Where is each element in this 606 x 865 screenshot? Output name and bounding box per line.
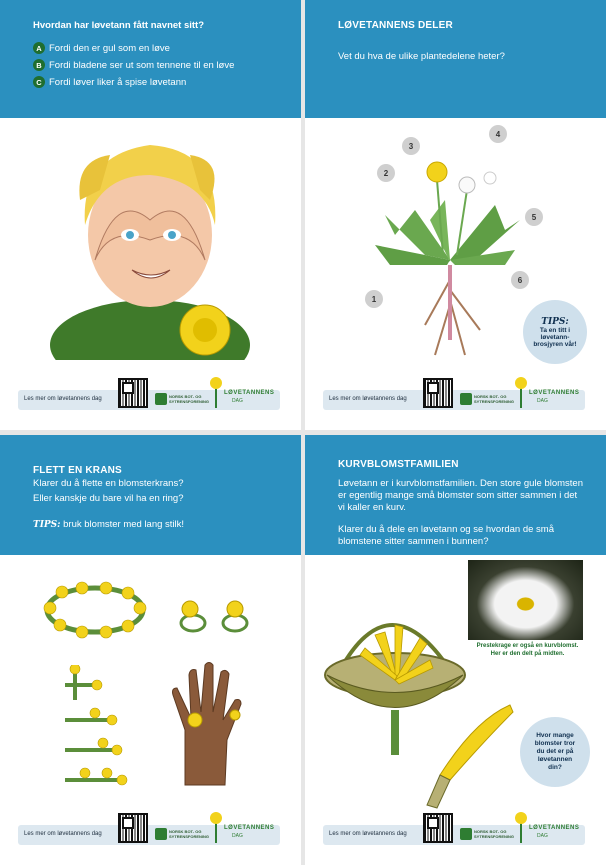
option-text: Fordi bladene ser ut som tennene til en løve: [49, 59, 235, 71]
option-badge: B: [33, 59, 45, 71]
option-c: [33, 76, 279, 88]
logo-association: NORSK BOT- OG SYTRENSFORENING: [155, 828, 195, 840]
flower-crown-illustration: [40, 580, 150, 640]
card-header: [305, 0, 606, 118]
part-number: 5: [525, 208, 543, 226]
question-bubble: Hvor mange blomster tror du det er på løvetannen din?: [520, 717, 590, 787]
option-text: Fordi løver liker å spise løvetann: [49, 76, 187, 88]
qr-code[interactable]: [118, 378, 148, 408]
braiding-steps-illustration: [55, 665, 130, 790]
part-number: 6: [511, 271, 529, 289]
qr-code[interactable]: [423, 378, 453, 408]
part-number: 3: [402, 137, 420, 155]
card-header: [0, 435, 301, 555]
logo-association: NORSK BOT- OG SYTRENSFORENING: [155, 393, 195, 405]
card-line: Eller kanskje du bare vil ha en ring?: [33, 493, 184, 504]
card-title: FLETT EN KRANS: [33, 465, 122, 476]
tips-line: TIPS: bruk blomster med lang stilk!: [33, 519, 185, 530]
logo-dandelion-day: LØVETANNENS DAG: [208, 376, 278, 408]
card-footer: [323, 825, 585, 845]
card-footer: [18, 825, 280, 845]
photo-caption: Prestekrage er også en kurvblomst. Her er den delt på midten.: [476, 643, 579, 657]
logo-association: NORSK BOT- OG SYTRENSFORENING: [460, 393, 500, 405]
card-subtitle: Vet du hva de ulike plantedelene heter?: [338, 51, 505, 62]
card-line: Klarer du å flette en blomsterkrans?: [33, 478, 184, 489]
qr-code[interactable]: [423, 813, 453, 843]
logo-dandelion-day: LØVETANNENS DAG: [513, 376, 583, 408]
option-text: Fordi den er gul som en løve: [49, 42, 170, 54]
card-paragraph: Løvetann er i kurvblomstfamilien. Den store gule blomsten er egentlig mange små blomster som sitter sammen i det vi kaller en kurv.: [338, 478, 584, 513]
part-number: 2: [377, 164, 395, 182]
card-plant-parts: [305, 0, 606, 430]
dandelion-flower: [180, 305, 230, 355]
logo-dandelion-day: LØVETANNENS DAG: [208, 811, 278, 843]
card-quiz: [0, 0, 301, 430]
logo-association: NORSK BOT- OG SYTRENSFORENING: [460, 828, 500, 840]
card-title: KURVBLOMSTFAMILIEN: [338, 459, 459, 470]
footer-label: Les mer om løvetannens dag: [24, 396, 102, 402]
card-flower-crown: [0, 435, 301, 865]
footer-label: Les mer om løvetannens dag: [24, 831, 102, 837]
question: Hvordan har løvetann fått navnet sitt?: [33, 20, 205, 31]
footer-label: Les mer om løvetannens dag: [329, 831, 407, 837]
card-paragraph: Klarer du å dele en løvetann og se hvordan de små blomstene sitter sammen i bunnen?: [338, 524, 554, 547]
flower-ring-illustration: [175, 595, 255, 635]
hand-with-ring-illustration: [165, 660, 255, 790]
tips-bubble: TIPS: Ta en titt i løvetann- brosjyren vår!: [523, 300, 587, 364]
card-footer: [18, 390, 280, 410]
child-illustration: [40, 130, 260, 360]
card-header: [305, 435, 606, 555]
footer-label: Les mer om løvetannens dag: [329, 396, 407, 402]
card-title: LØVETANNENS DELER: [338, 20, 453, 31]
single-floret-illustration: [415, 700, 515, 810]
logo-dandelion-day: LØVETANNENS DAG: [513, 811, 583, 843]
card-footer: [323, 390, 585, 410]
part-number: 4: [489, 125, 507, 143]
qr-code[interactable]: [118, 813, 148, 843]
option-b: [33, 59, 279, 71]
option-badge: A: [33, 42, 45, 54]
daisy-photo: [468, 560, 583, 640]
card-header: [0, 0, 301, 118]
card-composite-family: [305, 435, 606, 865]
option-a: [33, 42, 279, 54]
part-number: 1: [365, 290, 383, 308]
option-badge: C: [33, 76, 45, 88]
